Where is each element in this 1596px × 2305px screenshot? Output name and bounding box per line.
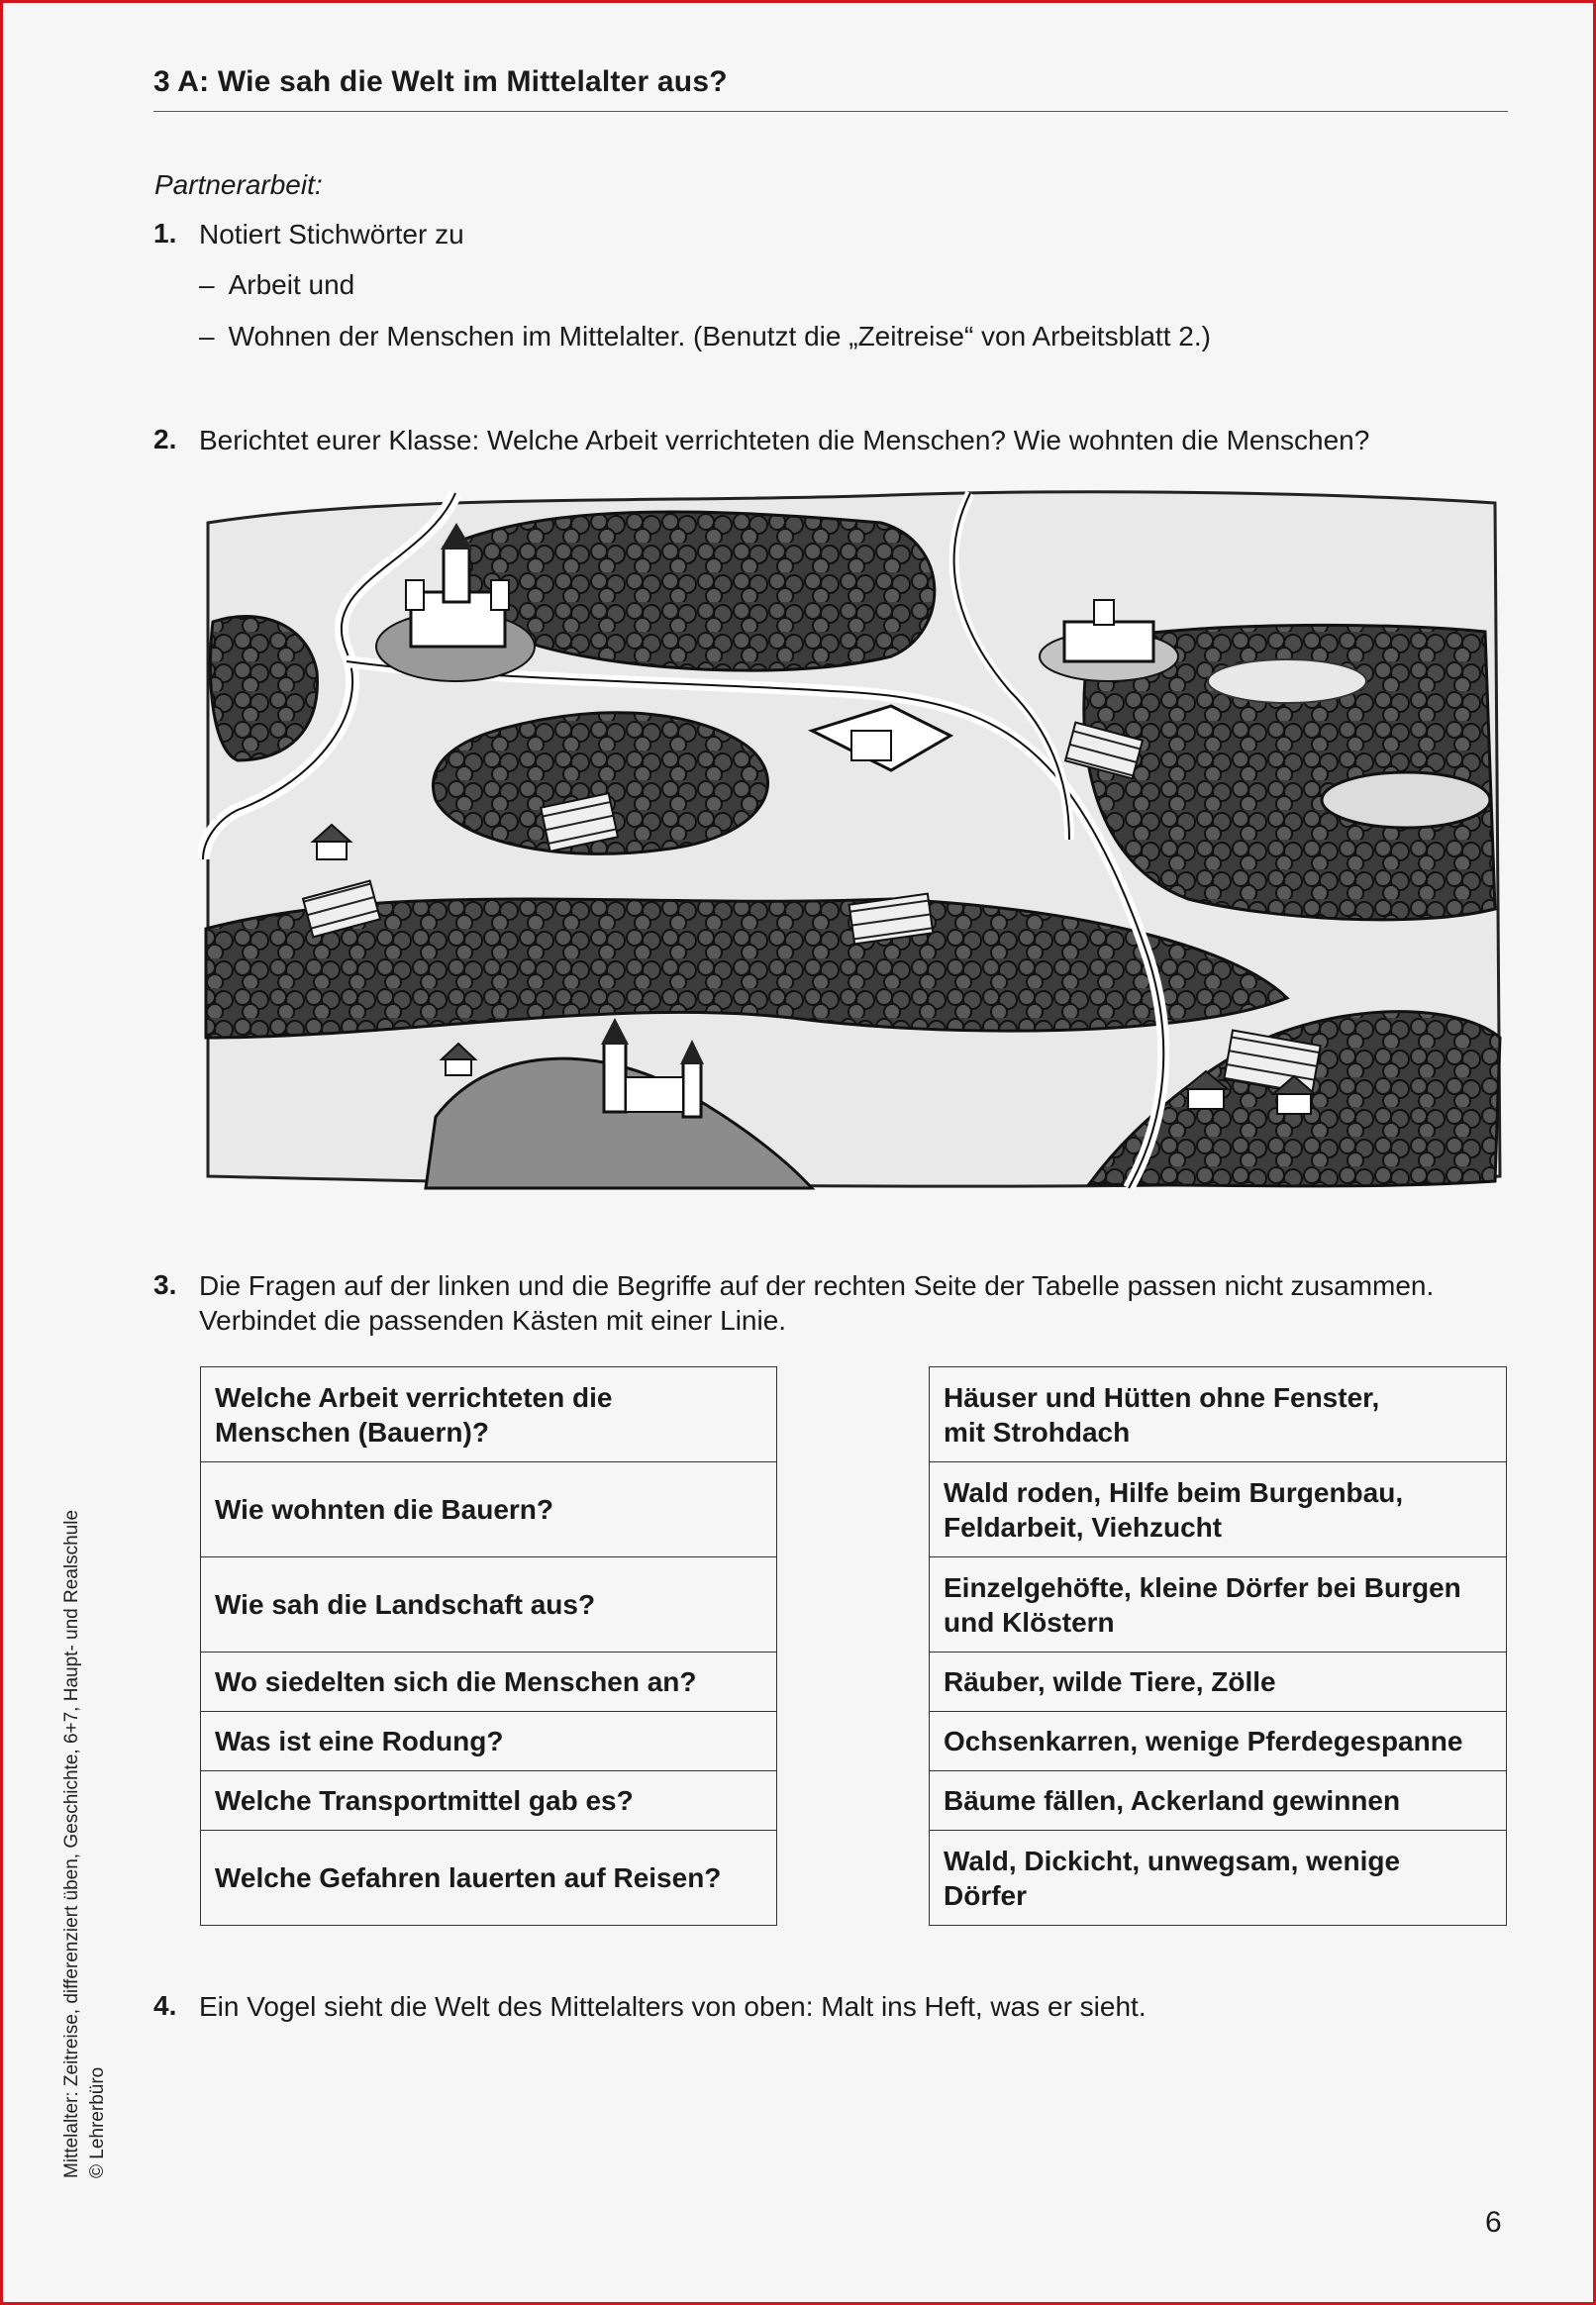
question-text: Welche Gefahren lauerten auf Reisen? [215,1862,722,1893]
question-cell[interactable] [201,1557,777,1653]
answer-text: Bäume fällen, Ackerland gewinnen [944,1785,1401,1816]
answer-text: Einzelgehöfte, kleine Dörfer bei Burgen [944,1571,1461,1603]
question-text: Wie wohnten die Bauern? [215,1494,553,1525]
task3-line-1: Die Fragen auf der linken und die Begriffe auf der rechten Seite der Tabelle passen nicht zusammen. [199,1270,1435,1301]
title-divider [153,111,1508,112]
partner-work-label: Partnerarbeit: [154,169,323,200]
answer-text: Häuser und Hütten ohne Fenster, [944,1381,1380,1413]
sidebar-source-line: Mittelalter: Zeitreise, differenziert üben, Geschichte, 6+7, Haupt- und Realschule [61,1509,82,2178]
copyright-sidebar [59,1426,129,2178]
answer-text: Wald, Dickicht, unwegsam, wenige [944,1845,1401,1876]
answer-text: und Klöstern [944,1606,1115,1638]
questions-table [200,1366,777,1926]
answer-text: Dörfer [944,1879,1028,1911]
answers-table [929,1366,1507,1926]
question-text: Welche Arbeit verrichteten die [215,1381,613,1413]
question-text: Welche Transportmittel gab es? [215,1785,634,1816]
answer-text: Ochsenkarren, wenige Pferdegespanne [944,1726,1463,1756]
answer-text: mit Strohdach [944,1416,1131,1448]
question-cell[interactable] [201,1653,777,1712]
answer-cell[interactable] [930,1557,1507,1653]
question-cell[interactable] [201,1462,777,1557]
task1-text: Notiert Stichwörter zu [199,219,464,250]
task3-number: 3. [153,1269,177,1300]
task2-number: 2. [153,424,177,454]
worksheet-title: 3 A: Wie sah die Welt im Mittelalter aus? [153,65,728,98]
answer-cell[interactable] [930,1831,1507,1926]
task1-bullet-living: – Wohnen der Menschen im Mittelalter. (Benutzt die „Zeitreise“ von Arbeitsblatt 2.) [199,321,1211,351]
task1-number: 1. [153,218,177,249]
question-text: Wie sah die Landschaft aus? [215,1589,596,1620]
page-number: 6 [1485,2206,1502,2239]
question-text: Wo siedelten sich die Menschen an? [215,1666,697,1697]
question-cell[interactable] [201,1771,777,1831]
task4-text: Ein Vogel sieht die Welt des Mittelalters von oben: Malt ins Heft, was er sieht. [199,1991,1147,2022]
answer-cell[interactable] [930,1462,1507,1557]
question-cell[interactable] [201,1712,777,1771]
task2-text: Berichtet eurer Klasse: Welche Arbeit verrichteten die Menschen? Wie wohnten die Menschen? [199,425,1370,455]
task3-line-2: Verbindet die passenden Kästen mit einer Linie. [199,1305,787,1336]
answer-text: Feldarbeit, Viehzucht [944,1511,1223,1543]
lake [1322,772,1490,828]
task4-number: 4. [153,1990,177,2021]
answer-text: Räuber, wilde Tiere, Zölle [944,1666,1276,1697]
task1-bullet-work: – Arbeit und [199,269,355,300]
question-text: Menschen (Bauern)? [215,1416,489,1448]
medieval-landscape-illustration [198,483,1505,1196]
pond [1208,659,1366,703]
answer-text: Wald roden, Hilfe beim Burgenbau, [944,1476,1404,1508]
question-cell[interactable] [201,1831,777,1926]
question-text: Was ist eine Rodung? [215,1726,504,1756]
answer-cell[interactable] [930,1771,1507,1831]
sidebar-copyright-line: © Lehrerbüro [87,2066,108,2178]
answer-cell[interactable] [930,1367,1507,1462]
answer-cell[interactable] [930,1653,1507,1712]
question-cell[interactable] [201,1367,777,1462]
answer-cell[interactable] [930,1712,1507,1771]
